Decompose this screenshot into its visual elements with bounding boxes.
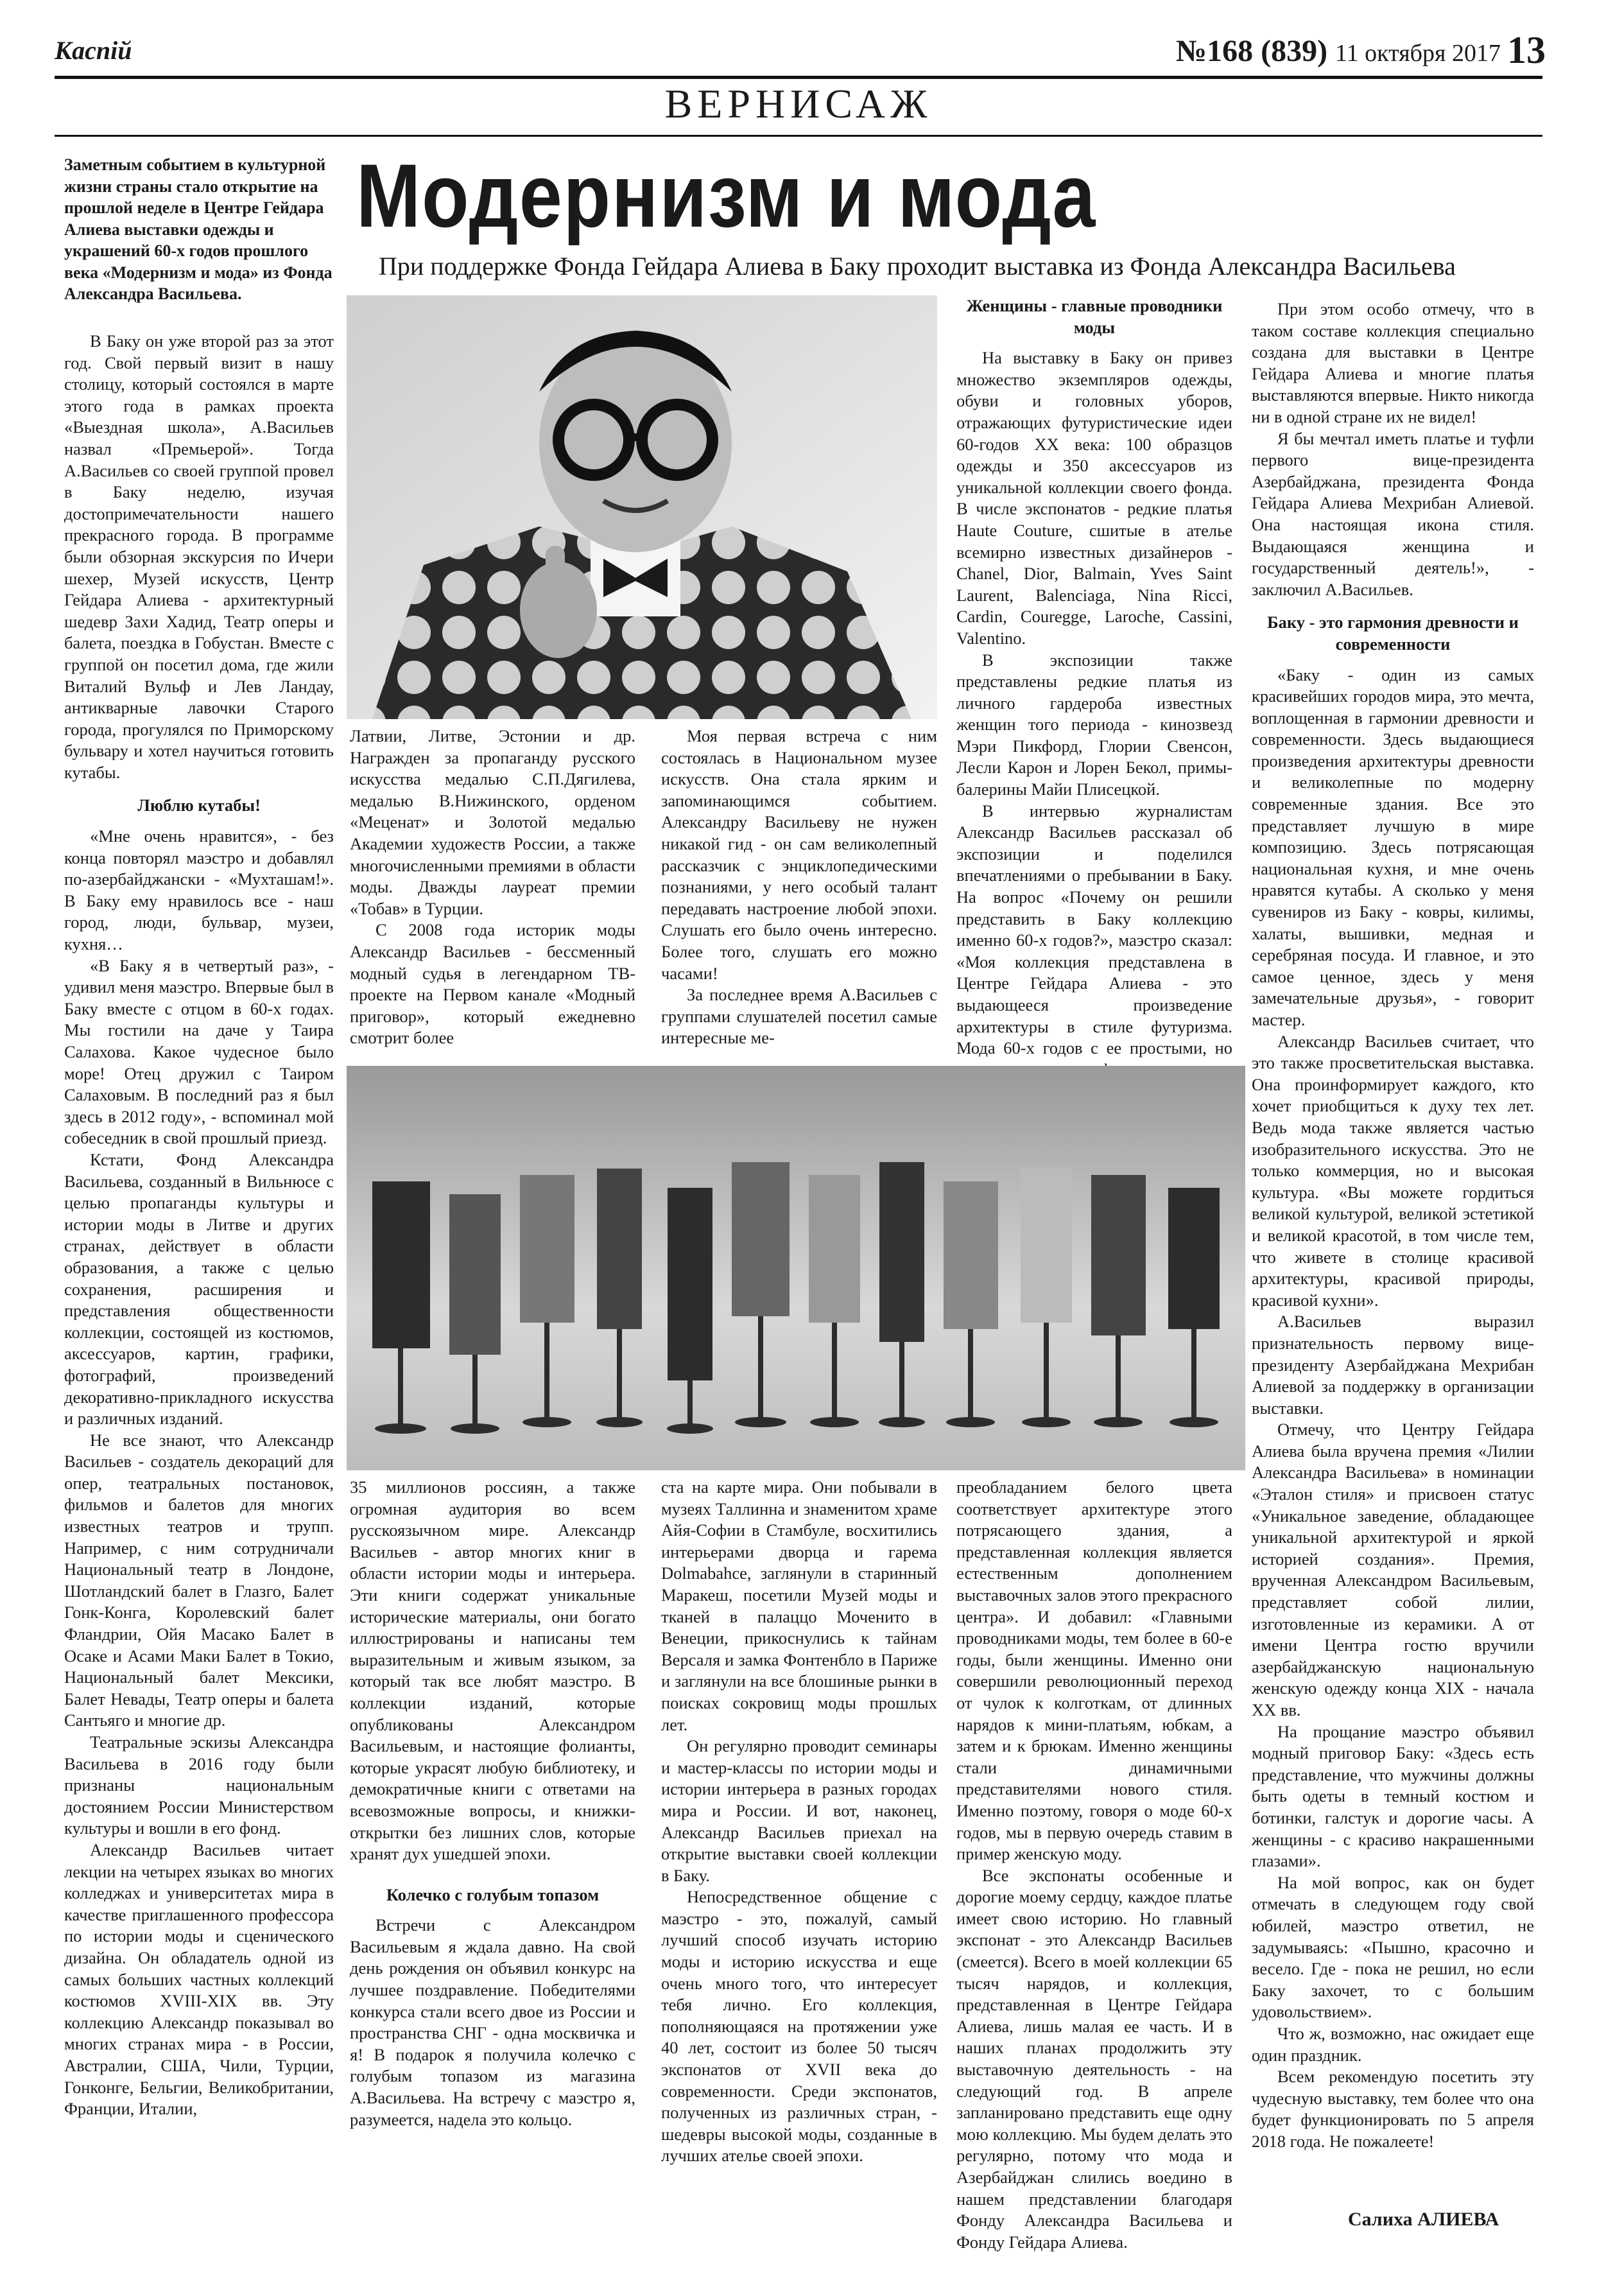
article-author: Салиха АЛИЕВА — [1348, 2209, 1499, 2230]
paragraph: На выставку в Баку он привез множество экземпляров одежды, обуви и головных уборов, отражающих футуристические идеи 60-годов XX века: 100 образцов одежды и 350 аксессуаров из уникальной коллекции своего фонда. В числе экспонатов - редкие платья Haute Couture, сшитые в ателье всемирно известных дизайнеров - Chanel, Dior, Balmain, Yves Saint Laurent, Balenciaga, Nina Ricci, Cardin, Couregge, Laroche, Cassini, Valentino. — [956, 348, 1232, 648]
paragraph: «Баку - один из самых красивейших городов мира, это мечта, воплощенная в гармонии древности и современности. Здесь выдающиеся произведения архитектуры древности и великолепные по модерну современные здания. Все это представляет лучшую в мире композицию. Здесь потрясающая национальная кухня, и мне очень нравятся кутабы. А сколько у меня сувениров из Баку - ковры, килимы, халаты, вышивки, медная и серебряная посуда. И главное, и это самое ценное, здесь у меня замечательные друзья», - говорит мастер. — [1252, 665, 1534, 1029]
portrait-photo — [347, 295, 937, 719]
section-subheading: Женщины - главные проводники моды — [966, 296, 1223, 337]
paragraph: Александр Васильев читает лекции на четырех языках во многих колледжах и университетах мира в качестве приглашенного профессора по истории моды и сценического дизайна. Он обладатель одной из самых больших частных коллекций костюмов XVIII-XIX вв. Эту коллекцию Александр показывал во многих странах мира - в России, Австралии, США, Чили, Турции, Гонконге, Бельгии, Великобритании, Франции, Италии, — [64, 1839, 334, 2119]
column-2-top — [350, 726, 635, 1049]
paragraph: Встречи с Александром Васильевым я ждала давно. На свой день рождения он объявил конкурс на лучшее поздравление. Победителями конкурса стали всего двое из России и пространства СНГ - одна москвичка и я! В подарок я получила колечко с голубым топазом из магазина А.Васильева. На встречу с маэстро я, разумеется, надела это кольцо. — [350, 1915, 635, 2129]
issue-number: №168 (839) — [1175, 34, 1328, 68]
column-3-bottom — [661, 1477, 937, 2167]
paragraph: А.Васильев выразил признательность первому вице-президенту Азербайджана Мехрибан Алиевой за поддержку в организации выставки. — [1252, 1312, 1534, 1418]
exhibition-photo — [347, 1066, 1245, 1470]
column-5 — [1252, 299, 1534, 2152]
paragraph: Латвии, Литве, Эстонии и др. Награжден за пропаганду русского искусства медалью С.П.Дягилева, медалью В.Нижинского, орденом «Меценат» и Золотой медалью Академии художеств России, а также многочисленными премиями в области моды. Дважды лауреат премии «Тобав» в Турции. — [350, 726, 635, 918]
issue-info — [1176, 33, 1501, 69]
paragraph: Все экспонаты особенные и дорогие моему сердцу, каждое платье имеет свою историю. Но главный экспонат - это Александр Васильев (смеется). Всего в моей коллекции 65 тысяч нарядов, и коллекция, представленная в Центре Гейдара Алиева, лишь малая ее часть. И в наших планах продолжить эту выставочную деятельность - на следующий год. В апреле запланировано представить еще одну мою коллекцию. Мы будем делать это регулярно, потому что мода и Азербайджан слились воедино в нашем представлении благодаря Фонду Александра Васильева и Фонду Гейдара Алиева. — [956, 1865, 1232, 2252]
rubric-rule — [55, 135, 1542, 137]
paragraph: На мой вопрос, как он будет отмечать в следующем году свой юбилей, маэстро ответил, не задумываясь: «Пышно, красочно и весело. Где - пока не решил, но если Баку захочет, то с большим удовольствием». — [1252, 1872, 1534, 2022]
article-headline: Модернизм и мода — [356, 145, 1097, 246]
paragraph: ста на карте мира. Они побывали в музеях Таллинна и знаменитом храме Айя-Софии в Стамбуле, восхитились интерьерами дворца и гарема Dolmabahce, заглянули в старинный Маракеш, посетили Музей моды и тканей в палаццо Моченито в Венеции, прикоснулись к тайнам Версаля и замка Фонтенбло в Париже и заглянули на все блошиные рынки в поисках сокровищ моды прошлых лет. — [661, 1477, 937, 1734]
paragraph: При этом особо отмечу, что в таком составе коллекция специально создана для выставки в Центре Гейдара Алиева и многие платья выставляются впервые. Никто никогда ни в одной стране их не видел! — [1252, 299, 1534, 426]
paragraph: В Баку он уже второй раз за этот год. Свой первый визит в нашу столицу, который состоялся в марте этого года в рамках проекта «Выездная школа», А.Васильев назвал «Премьерой». Тогда А.Васильев со своей группой провел в Баку неделю, изучая достопримечательности нашего прекрасного города. В программе были обзорная экскурсия по Ичери шехер, Музей искусств, Центр Гейдара Алиева - архитектурный шедевр Захи Хадид, Театр оперы и балета, поездка в Гобустан. Вместе с группой он посетил дома, где жили Виталий Вульф и Лев Ландау, антикварные лавочки Старого города, прогулялся по Приморскому бульвару и хотел научиться готовить кутабы. — [64, 331, 334, 782]
column-3-top — [661, 726, 937, 1049]
paragraph: Александр Васильев считает, что это также просветительская выставка. Она проинформирует каждого, кто хочет приобщиться к духу тех лет. Ведь мода также является частью изобразительного искусства. Это не только коммерция, но и высокая культура. «Вы можете гордиться великой культурой, великой эстетикой и великой красотой, в том числе тем, что живете в столице красивой архитектуры, красивой природы, красивой кухни». — [1252, 1031, 1534, 1310]
paragraph: Я бы мечтал иметь платье и туфли первого вице-президента Азербайджана, президента Фонда Гейдара Алиева Мехрибан Алиевой. Она настоящая икона стиля. Выдающаяся женщина и государственный деятель!», - заключил А.Васильев. — [1252, 428, 1534, 599]
section-subheading: Люблю кутабы! — [137, 796, 261, 815]
column-2-bottom — [350, 1477, 635, 2130]
column-4 — [956, 295, 1232, 1081]
paragraph: Моя первая встреча с ним состоялась в Национальном музее искусств. Она стала ярким и запоминающимся событием. Александру Васильеву не нужен никакой гид - он сам великолепный рассказчик с энциклопедическими познаниями, у него особый талант передавать настроение любой эпохи. Слушать его было очень интересно. Более того, слушать его можно часами! — [661, 726, 937, 983]
section-subheading: Колечко с голубым топазом — [386, 1884, 600, 1904]
paragraph: Что ж, возможно, нас ожидает еще один праздник. — [1252, 2023, 1534, 2065]
paragraph: Кстати, Фонд Александра Васильева, созданный в Вильнюсе с целью пропаганды культуры и истории моды в Литве и других странах, действует в области образования, а также с целью сохранения, расширения и представления общественности коллекции, состоящей из костюмов, аксессуаров, картин, графики, фотографий, произведений декоративно-прикладного искусства и различных изданий. — [64, 1149, 334, 1429]
paragraph: Театральные эскизы Александра Васильева в 2016 году были признаны национальным достоянием России Министерством культуры и вошли в его фонд. — [64, 1732, 334, 1838]
paragraph: Он регулярно проводит семинары и мастер-классы по истории моды и истории интерьера в разных городах мира и России. И вот, наконец, Александр Васильев приехал на открытие выставки своей коллекции в Баку. — [661, 1736, 937, 1885]
section-subheading: Баку - это гармония древности и современности — [1267, 613, 1519, 654]
paragraph: Непосредственное общение с маэстро - это, пожалуй, самый лучший способ изучать историю моды и историю искусства и еще очень много того, что интересует тебя лично. Его коллекция, пополняющаяся на протяжении уже 40 лет, состоит из более 50 тысяч экспонатов от XVII века до современности. Среди экспонатов, полученных из различных стран, - шедевры высокой моды, созданные в лучших ателье своей эпохи. — [661, 1887, 937, 2166]
column-4-bottom — [956, 1477, 1232, 2253]
paragraph: Отмечу, что Центру Гейдара Алиева была вручена премия «Лилии Александра Васильева» в номинации «Эталон стиля» и присвоен статус «Уникальное заведение, обладающее уникальной архитектурой и яркой историей создания». Премия, врученная Александром Васильевым, представляет собой лилии, изготовленные из керамики. А от имени Центра гостю вручили азербайджанскую национальную женскую одежду конца XIX - начала XX вв. — [1252, 1420, 1534, 1719]
paragraph: Не все знают, что Александр Васильев - создатель декораций для опер, театральных постановок, фильмов и балетов для многих известных театров и трупп. Например, с ним сотрудничали Национальный театр в Лондоне, Шотландский балет в Глазго, Балет Гонк-Конга, Королевский балет Фландрии, Ойя Масако Балет в Осаке и Асами Маки Балет в Токио, Национальный балет Мексики, Балет Невады, Театр оперы и балета Сантьяго и многие др. — [64, 1430, 334, 1730]
section-rubric: ВЕРНИСАЖ — [664, 81, 933, 126]
paragraph: Всем рекомендую посетить эту чудесную выставку, тем более что она будет функционировать по 5 апреля 2018 года. Не пожалеете! — [1252, 2067, 1534, 2151]
article-lead: Заметным событием в культурной жизни страны стало открытие на прошлой неделе в Центре Гейдара Алиева выставки одежды и украшений 60-х годов прошлого века «Модернизм и мода» из Фонда Александра Васильева. — [64, 155, 332, 303]
paragraph: На прощание маэстро объявил модный приговор Баку: «Здесь есть представление, что мужчины должны быть одеты в темный костюм и ботинки, галстук и дорогие часы. А женщины - с красиво накрашенными глазами». — [1252, 1721, 1534, 1871]
paragraph: 35 миллионов россиян, а также огромная аудитория во всем русскоязычном мире. Александр Васильев - автор многих книг в области истории моды и интерьера. Эти книги содержат уникальные исторические материалы, они богато иллюстрированы и написаны тем выразительным и живым языком, за который так все любят маэстро. В коллекции изданий, которые опубликованы Александром Васильевым, и настоящие фолианты, которые украсят любую библиотеку, и демократичные книги с ответами на всевозможные вопросы, и книжки-открытки без лишних слов, которые хранят дух ушедшей эпохи. — [350, 1477, 635, 1864]
issue-date: 11 октября 2017 — [1335, 40, 1501, 67]
page-number: 13 — [1507, 29, 1546, 71]
article-subhead: При поддержке Фонда Гейдара Алиева в Баку проходит выставка из Фонда Александра Васильева — [379, 252, 1456, 281]
column-1 — [64, 331, 334, 2120]
paragraph: С 2008 года историк моды Александр Васильев - бессменный модный судья в легендарном ТВ-проекте на Первом канале «Модный приговор», который ежедневно смотрит более — [350, 920, 635, 1048]
paragraph: В экспозиции также представлены редкие платья из личного гардероба известных женщин того периода - кинозвезд Мэри Пикфорд, Глории Свенсон, Лесли Карон и Лорен Бекол, примы-балерины Майи Плисецкой. — [956, 650, 1232, 799]
paragraph: преобладанием белого цвета соответствует архитектуре этого потрясающего здания, а представленная коллекция является естественным дополнением выставочных залов этого прекрасного центра». И добавил: «Главными проводниками моды, тем более в 60-е годы, были женщины. Именно они совершили революционный переход от чулок к колготкам, от длинных нарядов к мини-платьям, юбкам, а затем и к брюкам. Именно женщины стали динамичными представителями нового стиля. Именно поэтому, говоря о моде 60-х годов, мы в первую очередь ставим в пример женскую моду. — [956, 1477, 1232, 1864]
paragraph: За последнее время А.Васильев с группами слушателей посетил самые интересные ме- — [661, 985, 937, 1048]
top-rule — [55, 76, 1542, 79]
newspaper-name: Каспiй — [55, 36, 132, 65]
paragraph: «В Баку я в четвертый раз», - удивил меня маэстро. Впервые был в Баку вместе с отцом в 60-х годах. Мы гостили на даче у Таира Салахова. Какое чудесное было море! Отец дружил с Таиром Салаховым. В последний раз я был здесь в 2012 году», - вспоминал мой собеседник в свой прошлый приезд. — [64, 955, 334, 1148]
paragraph: В интервью журналистам Александр Васильев рассказал об экспозиции и поделился впечатлениями о пребывании в Баку. На вопрос «Почему он решили представить в Баку коллекцию именно 60-х годов?», маэстро сказал: «Моя коллекция представлена в Центре Гейдара Алиева - это выдающееся произведение архитектуры в стиле футуризма. Мода 60-х годов с ее простыми, но — [956, 801, 1232, 1058]
paragraph: «Мне очень нравится», - без конца повторял маэстро и добавлял по-азербайджански - «Мухташам!». В Баку ему нравилось все - наш город, люди, бульвар, музеи, кухня… — [64, 826, 334, 954]
